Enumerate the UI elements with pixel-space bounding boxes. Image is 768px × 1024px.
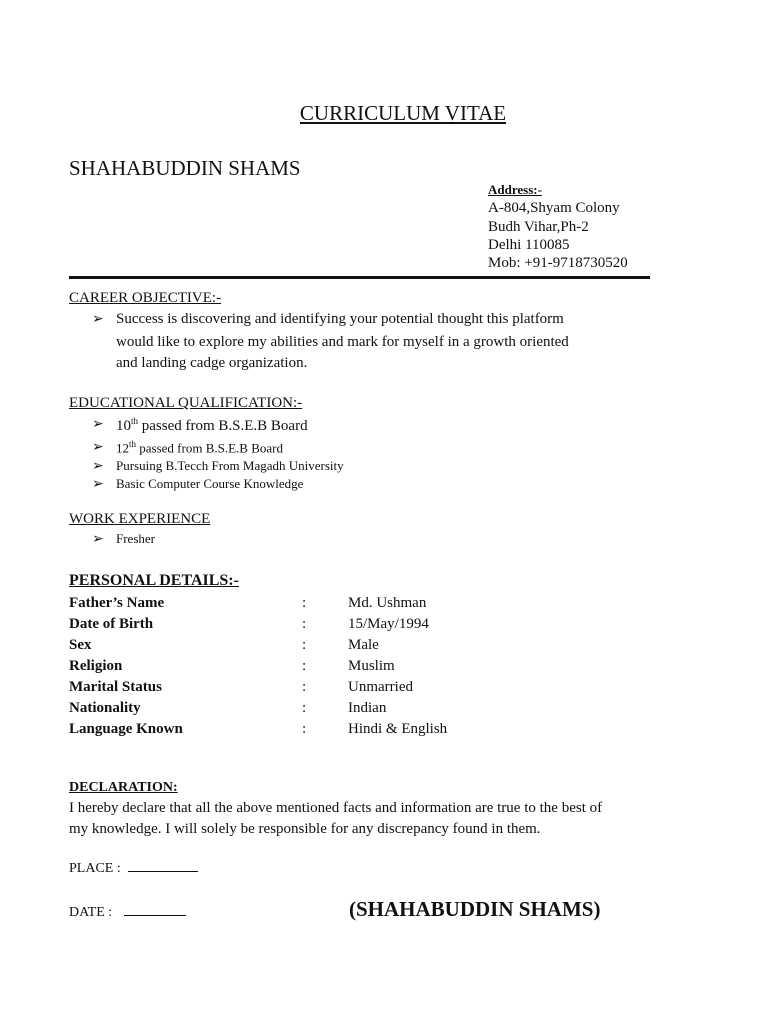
personal-value: Muslim xyxy=(348,658,395,674)
declaration-line: I hereby declare that all the above mentioned facts and information are true to the best of xyxy=(69,800,603,816)
personal-value: Unmarried xyxy=(348,679,413,695)
personal-label: Date of Birth xyxy=(69,616,154,632)
colon: : xyxy=(302,595,307,611)
education-num: 12 xyxy=(116,440,129,456)
place-label: PLACE : xyxy=(69,861,121,876)
education-sup: th xyxy=(131,416,139,426)
address-heading: Address:- xyxy=(488,182,542,197)
candidate-name: SHAHABUDDIN SHAMS xyxy=(69,156,301,180)
colon: : xyxy=(302,658,307,674)
personal-label: Nationality xyxy=(69,700,141,716)
education-text: Pursuing B.Tecch From Magadh University xyxy=(116,458,344,473)
personal-value: Male xyxy=(348,637,379,653)
date-blank xyxy=(124,914,186,916)
objective-line: would like to explore my abilities and mark for myself in a growth oriented xyxy=(116,334,569,350)
date-label: DATE : xyxy=(69,905,113,920)
mobile-line: Mob: +91-9718730520 xyxy=(488,255,628,271)
arrow-bullet-icon: ➢ xyxy=(92,440,104,455)
declaration-heading: DECLARATION: xyxy=(69,780,178,795)
personal-label: Marital Status xyxy=(69,679,162,695)
address-line: Delhi 110085 xyxy=(488,237,570,253)
education-sup: th xyxy=(129,439,137,449)
education-text: passed from B.S.E.B Board xyxy=(138,418,308,434)
personal-label: Language Known xyxy=(69,721,183,737)
date-field xyxy=(69,905,186,921)
work-text: Fresher xyxy=(116,531,155,546)
place-blank xyxy=(128,870,198,872)
personal-value: Indian xyxy=(348,700,387,716)
objective-line: Success is discovering and identifying your potential thought this platform xyxy=(116,311,564,327)
personal-value: Md. Ushman xyxy=(348,595,427,611)
work-experience-heading: WORK EXPERIENCE xyxy=(69,511,211,527)
personal-label: Sex xyxy=(69,637,92,653)
colon: : xyxy=(302,679,307,695)
personal-details-heading: PERSONAL DETAILS:- xyxy=(69,572,239,589)
document-title: CURRICULUM VITAE xyxy=(299,101,507,125)
address-line: A-804,Shyam Colony xyxy=(488,200,620,216)
colon: : xyxy=(302,637,307,653)
personal-label: Father’s Name xyxy=(69,595,165,611)
colon: : xyxy=(302,721,307,737)
arrow-bullet-icon: ➢ xyxy=(92,477,104,492)
personal-value: 15/May/1994 xyxy=(348,616,429,632)
education-heading: EDUCATIONAL QUALIFICATION:- xyxy=(69,395,303,411)
colon: : xyxy=(302,616,307,632)
arrow-bullet-icon: ➢ xyxy=(92,417,104,432)
arrow-bullet-icon: ➢ xyxy=(92,532,104,547)
personal-value: Hindi & English xyxy=(348,721,448,737)
arrow-bullet-icon: ➢ xyxy=(92,312,104,327)
education-text: Basic Computer Course Knowledge xyxy=(116,476,304,491)
objective-line: and landing cadge organization. xyxy=(116,355,308,371)
declaration-line: my knowledge. I will solely be responsible for any discrepancy found in them. xyxy=(69,821,541,837)
career-objective-heading: CAREER OBJECTIVE:- xyxy=(69,290,222,306)
place-field xyxy=(69,861,198,877)
education-num: 10 xyxy=(116,418,131,434)
colon: : xyxy=(302,700,307,716)
header-divider xyxy=(69,276,650,279)
arrow-bullet-icon: ➢ xyxy=(92,459,104,474)
personal-label: Religion xyxy=(69,658,123,674)
signature-name: (SHAHABUDDIN SHAMS) xyxy=(349,897,601,921)
education-text: passed from B.S.E.B Board xyxy=(136,440,283,456)
address-line: Budh Vihar,Ph-2 xyxy=(488,219,589,235)
